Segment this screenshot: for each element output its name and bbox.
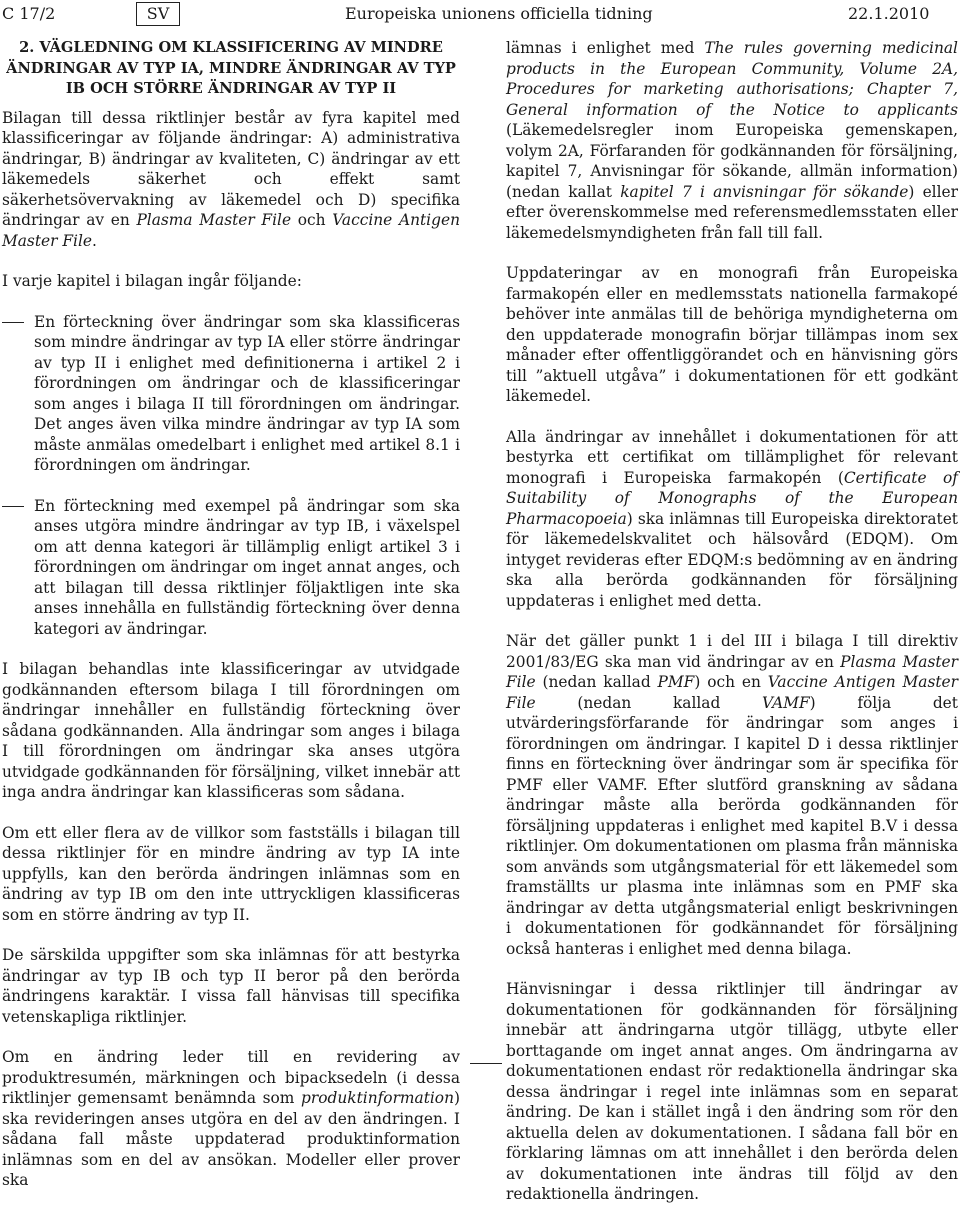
dash-list-item: [2, 312, 460, 476]
left-paragraph-4: Om ett eller flera av de villkor som fastställs i bilagan till dessa riktlinjer för en mindre ändring av typ IA inte uppfylls, kan den berörda ändringen inlämnas som en ändring av typ IB om den inte uttryckligen klassificeras som en större ändring av typ II.: [2, 823, 460, 924]
left-paragraph-1: Bilagan till dessa riktlinjer består av fyra kapitel med klassificeringar av följande ändringar: A) administrativa ändringar, B) ändringar av kvaliteten, C) ändringar av ett läkemedels säkerhet och effekt samt säkerhetsövervakning av läkemedel och D) specifika ändringar av en Plasma Master File och Vaccine Antigen Master File.: [2, 108, 460, 250]
dash-item-text: En förteckning över ändringar som ska klassificeras som mindre ändringar av typ IA eller större ändringar av typ II i enlighet med definitionerna i artikel 2 i förordningen om ändringar och de klassificeringar som anges i bilaga II till förordningen om ändringar. Det anges även vilka mindre ändringar av typ IA som måste anmälas omedelbart i enlighet med artikel 8.1 i förordningen om ändringar.: [34, 312, 460, 474]
right-paragraph-2: Uppdateringar av en monografi från Europeiska farmakopén eller en medlemsstats nationella farmakopé behöver inte anmälas till de behöriga myndigheterna om den uppdaterade monografin börjar tillämpas inom sex månader efter offentliggörandet och en hänvisning görs till ”aktuell utgåva” i dokumentationen för ett godkänt läkemedel.: [506, 264, 958, 405]
right-paragraph-4: När det gäller punkt 1 i del III i bilaga I till direktiv 2001/83/EG ska man vid ändringar av en Plasma Master File (nedan kallad PMF) och en Vaccine Antigen Master File (nedan kallad VAMF) följa det utvärderingsförfarande för ändringar som anges i förordningen om ändringar. I kapitel D i dessa riktlinjer finns en förteckning över ändringar som är specifika för PMF eller VAMF. Efter slutförd granskning av sådana ändringar måste alla berörda godkännanden för försäljning uppdateras i enlighet med kapitel B.V i dessa riktlinjer. Om dokumentationen om plasma från människa som används som utgångsmaterial för ett läkemedel som framställts ur plasma inte inlämnas som en PMF ska ändringar av detta utgångsmaterial enligt beskrivningen i dokumentationen för godkännandet för försäljning också hanteras i enlighet med denna bilaga.: [506, 632, 958, 958]
dash-list-item: [2, 496, 460, 640]
right-paragraph-1: lämnas i enlighet med The rules governing medicinal products in the European Community, Volume 2A, Procedures for marketing authorisations; Chapter 7, General information of the Notice to applicants (Läkemedelsregler inom Europeiska gemenskapen, volym 2A, Förfaranden för godkännanden för försäljning, kapitel 7, Anvisningar för sökande, allmän information) (nedan kallat kapitel 7 i anvisningar för sökande) eller efter överenskommelse med referensmedlemsstaten eller läkemedelsmyndigheten från fall till fall.: [506, 39, 958, 242]
right-column: [506, 38, 958, 1205]
left-column: [2, 38, 460, 1191]
dash-bullet-icon: [2, 506, 24, 507]
left-paragraph-5: De särskilda uppgifter som ska inlämnas för att bestyrka ändringar av typ IB och typ II beror på den berörda ändringens karaktär. I vissa fall hänvisas till specifika vetenskapliga riktlinjer.: [2, 946, 460, 1026]
right-paragraph-3: Alla ändringar av innehållet i dokumentationen för att bestyrka ett certifikat om tillämplighet för relevant monografi i Europeiska farmakopén (Certificate of Suitability of Monographs of the European Pharmacopoeia) ska inlämnas till Europeiska direktoratet för läkemedelskvalitet och hälsovård (EDQM). Om intyget revideras efter EDQM:s bedömning av en ändring ska alla berörda godkännanden för försäljning uppdateras i enlighet med detta.: [506, 427, 958, 610]
section-heading: 2. VÄGLEDNING OM KLASSIFICERING AV MINDRE ÄNDRINGAR AV TYP IA, MINDRE ÄNDRINGAR AV TYP IB OCH STÖRRE ÄNDRINGAR AV TYP II: [6, 39, 456, 97]
language-badge: SV: [136, 2, 180, 26]
left-paragraph-2: I varje kapitel i bilagan ingår följande:: [2, 272, 302, 290]
dash-bullet-icon: [2, 322, 24, 323]
publication-date: 22.1.2010: [848, 4, 930, 23]
right-paragraph-5: Hänvisningar i dessa riktlinjer till ändringar av dokumentationen för godkännanden för försäljning innebär att ändringarna utgör tillägg, utbyte eller borttagande om inget annat anges. Om ändringarna av dokumentationen endast rör redaktionella ändringar ska dessa ändringar i regel inte inlämnas som en separat ändring. De kan i stället ingå i den ändring som rör den aktuella delen av dokumentationen. I sådana fall bör en förklaring lämnas om att innehållet i den berörda delen av dokumentationen inte ändras till följd av den redaktionella ändringen.: [506, 980, 958, 1203]
left-paragraph-3: I bilagan behandlas inte klassificeringar av utvidgade godkännanden eftersom bilaga I till förordningen om ändringar innehåller en fullständig förteckning över sådana godkännanden. Alla ändringar som anges i bilaga I till förordningen om ändringar ska anses utgöra utvidgade godkännanden för försäljning, vilket innebär att inga andra ändringar kan klassificeras som sådana.: [2, 660, 461, 801]
footer-rule: [470, 1063, 502, 1064]
page-header: [0, 0, 960, 30]
page-number: C 17/2: [2, 4, 56, 23]
journal-title: Europeiska unionens officiella tidning: [345, 4, 653, 23]
dash-item-text: En förteckning med exempel på ändringar som ska anses utgöra mindre ändringar av typ IB, i växelspel om att denna kategori är tillämplig enligt artikel 3 i förordningen om ändringar om inget annat anges, och att bilagan till dessa riktlinjer följaktligen inte ska anses innehålla en fullständig förteckning över denna kategori av ändringar.: [34, 496, 460, 638]
left-paragraph-6: Om en ändring leder till en revidering av produktresumén, märkningen och bipacksedeln (i dessa riktlinjer gemensamt benämnda som produktinformation) ska revideringen anses utgöra en del av den ändringen. I sådana fall måste uppdaterad produktinformation inlämnas som en del av ansökan. Modeller eller prover ska: [2, 1048, 460, 1189]
